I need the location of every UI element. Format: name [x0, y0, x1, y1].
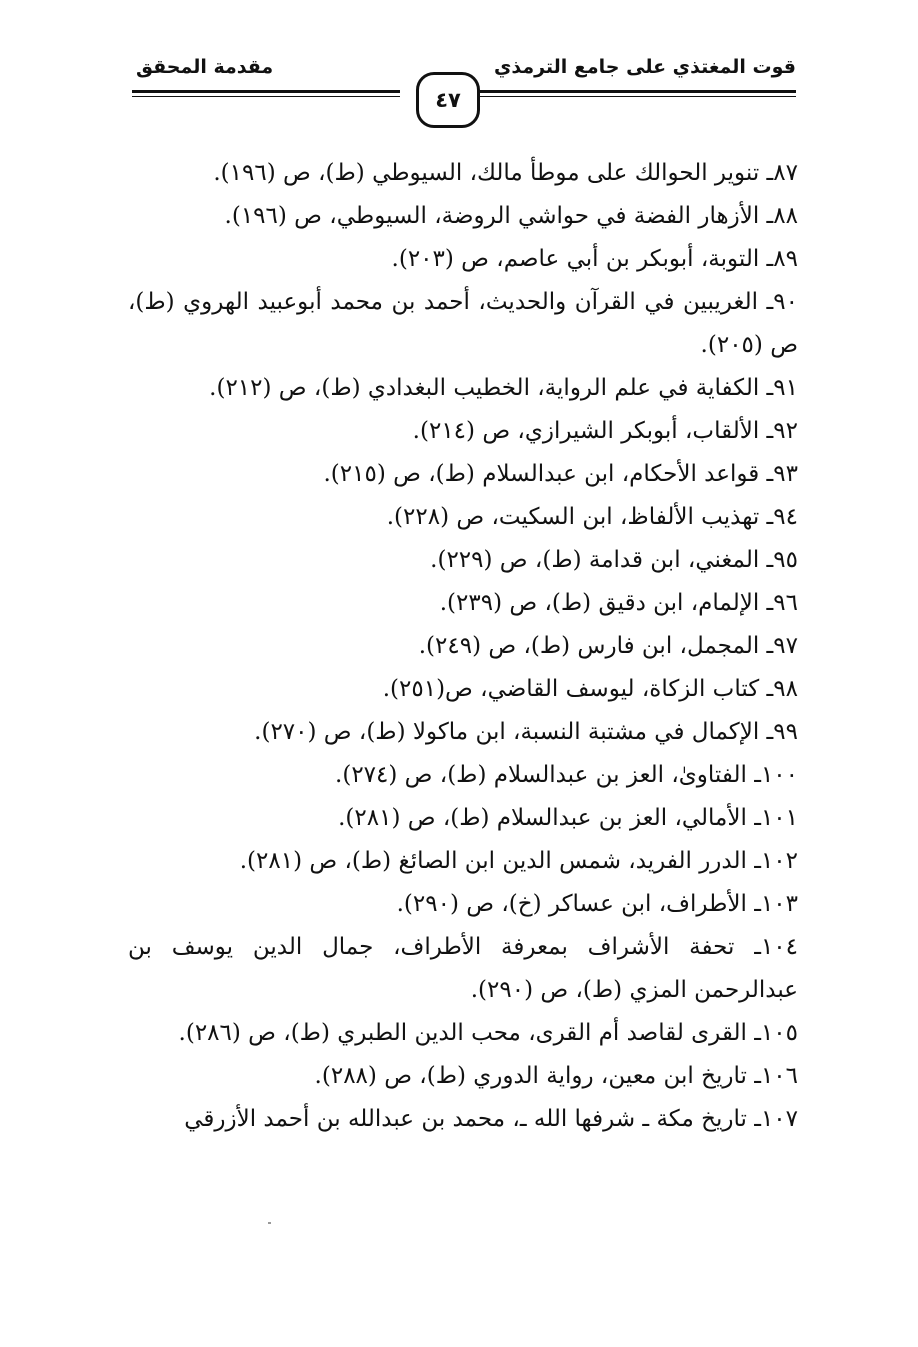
- list-item: ٩٦ـ الإلمام، ابن دقيق (ط)، ص (٢٣٩).: [439, 590, 798, 616]
- book-title: قوت المغتذي على جامع الترمذي: [493, 56, 796, 78]
- list-item: ٩١ـ الكفاية في علم الرواية، الخطيب البغدادي (ط)، ص (٢١٢).: [209, 375, 798, 401]
- list-item: ٩٠ـ الغريبين في القرآن والحديث، أحمد بن محمد أبوعبيد الهروي (ط)، ص (٢٠٥).: [128, 289, 798, 358]
- list-item: ٩٨ـ كتاب الزكاة، ليوسف القاضي، ص(٢٥١).: [382, 676, 798, 702]
- header-rule-right: [478, 90, 796, 93]
- list-item: ١٠٤ـ تحفة الأشراف بمعرفة الأطراف، جمال الدين يوسف بن عبدالرحمن المزي (ط)، ص (٢٩٠).: [128, 934, 798, 1003]
- list-item: ١٠٧ـ تاريخ مكة ـ شرفها الله ـ، محمد بن عبدالله بن أحمد الأزرقي: [184, 1106, 798, 1132]
- list-item: ٨٩ـ التوبة، أبوبكر بن أبي عاصم، ص (٢٠٣).: [391, 246, 798, 272]
- section-title: مقدمة المحقق: [136, 56, 274, 78]
- scan-speck: [268, 1222, 271, 1224]
- list-item: ١٠١ـ الأمالي، العز بن عبدالسلام (ط)، ص (٢٨١).: [338, 805, 798, 831]
- list-item: ٩٥ـ المغني، ابن قدامة (ط)، ص (٢٢٩).: [430, 547, 798, 573]
- list-item: ١٠٥ـ القرى لقاصد أم القرى، محب الدين الطبري (ط)، ص (٢٨٦).: [178, 1020, 798, 1046]
- list-item: ٨٧ـ تنوير الحوالك على موطأ مالك، السيوطي (ط)، ص (١٩٦).: [213, 160, 798, 186]
- list-item: ٩٢ـ الألقاب، أبوبكر الشيرازي، ص (٢١٤).: [412, 418, 798, 444]
- list-item: ١٠٦ـ تاريخ ابن معين، رواية الدوري (ط)، ص (٢٨٨).: [314, 1063, 798, 1089]
- list-item: ١٠٠ـ الفتاوىٰ، العز بن عبدالسلام (ط)، ص (٢٧٤).: [335, 762, 798, 788]
- list-item: ٨٨ـ الأزهار الفضة في حواشي الروضة، السيوطي، ص (١٩٦).: [224, 203, 798, 229]
- header-rule-left: [132, 90, 400, 93]
- page-number: ٤٧: [416, 72, 480, 128]
- bibliography-list: [128, 152, 798, 1141]
- page-header: [132, 50, 796, 130]
- list-item: ٩٤ـ تهذيب الألفاظ، ابن السكيت، ص (٢٢٨).: [386, 504, 798, 530]
- list-item: ١٠٢ـ الدرر الفريد، شمس الدين ابن الصائغ (ط)، ص (٢٨١).: [239, 848, 798, 874]
- list-item: ٩٣ـ قواعد الأحكام، ابن عبدالسلام (ط)، ص (٢١٥).: [323, 461, 798, 487]
- list-item: ٩٩ـ الإكمال في مشتبة النسبة، ابن ماكولا (ط)، ص (٢٧٠).: [254, 719, 798, 745]
- list-item: ٩٧ـ المجمل، ابن فارس (ط)، ص (٢٤٩).: [418, 633, 798, 659]
- list-item: ١٠٣ـ الأطراف، ابن عساكر (خ)، ص (٢٩٠).: [396, 891, 798, 917]
